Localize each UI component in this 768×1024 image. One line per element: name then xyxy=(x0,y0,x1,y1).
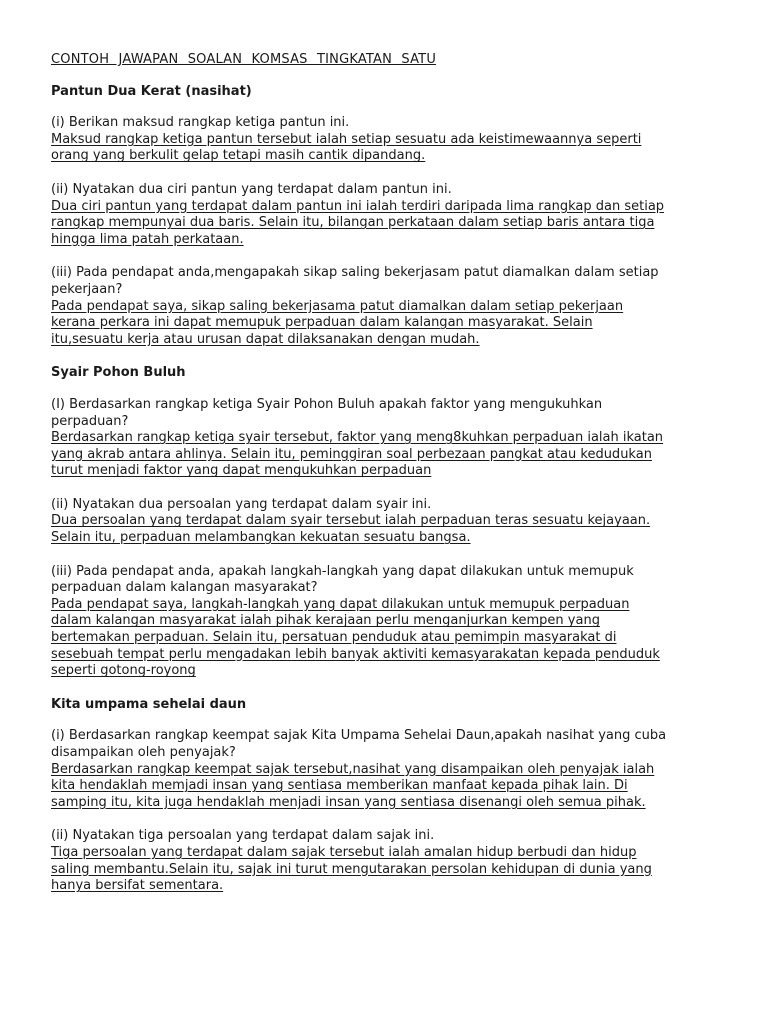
answer-text: Berdasarkan rangkap keempat sajak tersebut,nasihat yang disampaikan oleh penyajak ialah kita hendaklah memjadi insan yang sentiasa memberikan manfaat kepada pihak lain. Di samping itu, kita juga hendaklah menjadi insan yang sentiasa disenangi oleh semua pihak. xyxy=(51,761,655,810)
question-text: (iii) Pada pendapat anda, apakah langkah-langkah yang dapat dilakukan untuk memupuk perpaduan dalam kalangan masyarakat? xyxy=(51,563,634,596)
answer-text: Dua persoalan yang terdapat dalam syair tersebut ialah perpaduan teras sesuatu kejayaan. Selain itu, perpaduan melambangkan kekuatan sesuatu bangsa. xyxy=(51,513,651,546)
qa-item xyxy=(51,728,731,811)
question-text: (I) Berdasarkan rangkap ketiga Syair Pohon Buluh apakah faktor yang mengukuhkan perpaduan? xyxy=(51,396,603,429)
question-text: (i) Berdasarkan rangkap keempat sajak Kita Umpama Sehelai Daun,apakah nasihat yang cuba disampaikan oleh penyajak? xyxy=(51,728,667,760)
qa-item xyxy=(51,115,731,165)
answer-text: Dua ciri pantun yang terdapat dalam pantun ini ialah terdiri daripada lima rangkap dan setiap rangkap mempunyai dua baris. Selain itu, bilangan perkataan dalam setiap baris antara tiga hingga lima patah perkataan. xyxy=(51,198,665,247)
answer-text: Pada pendapat saya, langkah-langkah yang dapat dilakukan untuk memupuk perpaduan dalam kalangan masyarakat ialah pihak kerajaan perlu menganjurkan kempen yang bertemakan perpaduan. Selain itu, persatuan penduduk atau pemimpin masyarakat di sesebuah tempat perlu mengadakan lebih banyak aktiviti kemasyarakatan kepada penduduk seperti gotong-royong xyxy=(51,596,660,679)
question-text: (ii) Nyatakan dua persoalan yang terdapat dalam syair ini. xyxy=(51,496,432,512)
qa-item xyxy=(51,397,731,480)
answer-text: Maksud rangkap ketiga pantun tersebut ialah setiap sesuatu ada keistimewaannya seperti orang yang berkulit gelap tetapi masih cantik dipandang. xyxy=(51,131,642,164)
section-title: Kita umpama sehelai daun xyxy=(51,696,247,712)
question-text: (i) Berikan maksud rangkap ketiga pantun ini. xyxy=(51,115,350,131)
qa-item xyxy=(51,828,731,894)
answer-text: Pada pendapat saya, sikap saling bekerjasama patut diamalkan dalam setiap pekerjaan kerana perkara ini dapat memupuk perpaduan dalam kalangan masyarakat. Selain itu,sesuatu kerja atau urusan dapat dilaksanakan dengan mudah. xyxy=(51,298,624,347)
section-pantun xyxy=(51,84,731,349)
qa-item xyxy=(51,182,731,248)
section-syair xyxy=(51,365,731,680)
question-text: (iii) Pada pendapat anda,mengapakah sikap saling bekerjasam patut diamalkan dalam setiap pekerjaan? xyxy=(51,265,659,297)
section-title: Pantun Dua Kerat (nasihat) xyxy=(51,83,252,99)
question-text: (ii) Nyatakan dua ciri pantun yang terdapat dalam pantun ini. xyxy=(51,181,452,197)
qa-item xyxy=(51,564,731,680)
document-page xyxy=(51,52,731,912)
document-title: CONTOH JAWAPAN SOALAN KOMSAS TINGKATAN SATU xyxy=(51,52,437,67)
section-sajak xyxy=(51,697,731,895)
answer-text: Berdasarkan rangkap ketiga syair tersebut, faktor yang meng8kuhkan perpaduan ialah ikatan yang akrab antara ahlinya. Selain itu, peminggiran soal perbezaan pangkat atau kedudukan turut menjadi faktor yang dapat mengukuhkan perpaduan xyxy=(51,430,664,479)
question-text: (ii) Nyatakan tiga persoalan yang terdapat dalam sajak ini. xyxy=(51,828,435,844)
answer-text: Tiga persoalan yang terdapat dalam sajak tersebut ialah amalan hidup berbudi dan hidup saling membantu.Selain itu, sajak ini turut mengutarakan persolan kehidupan di dunia yang hanya bersifat sementara. xyxy=(51,844,652,894)
qa-item xyxy=(51,497,731,547)
section-title: Syair Pohon Buluh xyxy=(51,365,186,381)
qa-item xyxy=(51,265,731,348)
